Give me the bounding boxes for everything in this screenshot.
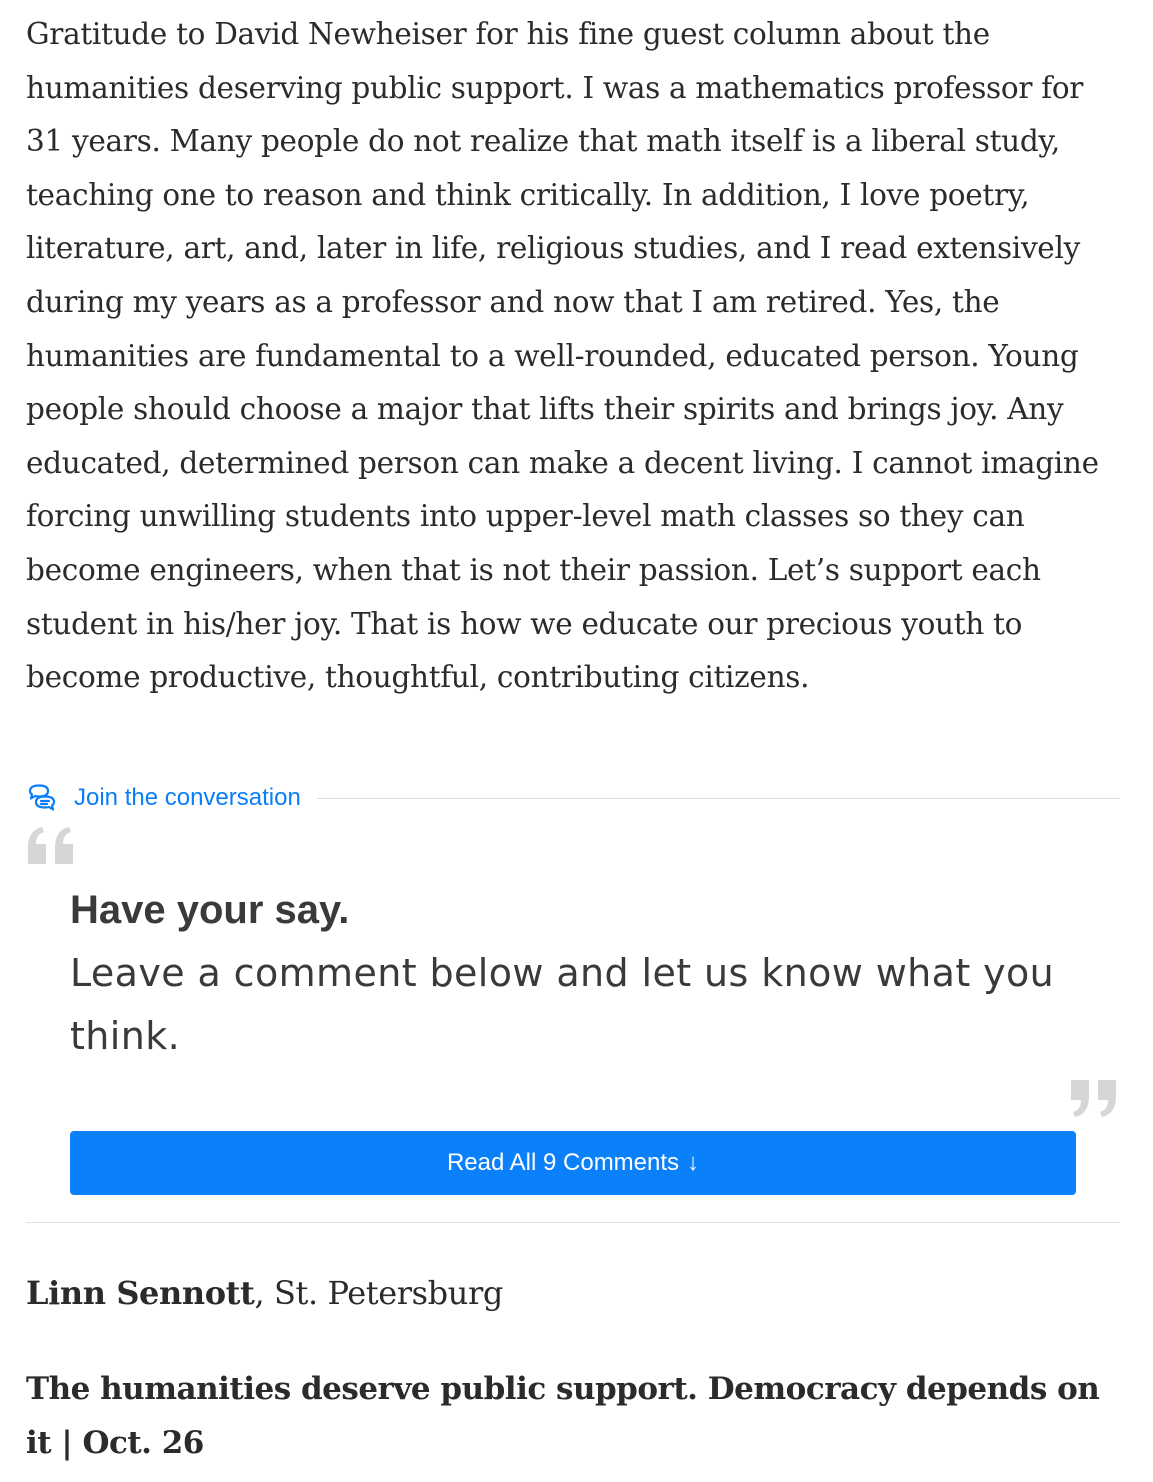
- close-quote-icon: [1068, 1078, 1120, 1118]
- join-conversation-header: [26, 782, 1120, 814]
- read-all-comments-label: Read All 9 Comments: [446, 1149, 680, 1176]
- author-location: , St. Petersburg: [254, 1274, 503, 1312]
- article-paragraph: Gratitude to David Newheiser for his fine guest column about the humanities deserving public support. I was a mathematics professor for 31 years. Many people do not realize that math itself is a liberal study, teaching one to reason and think critically. In addition, I love poetry, literature, art, and, later in life, religious studies, and I read extensively during my years as a professor and now that I am retired. Yes, the humanities are fundamental to a well-rounded, educated person. Young people should choose a major that lifts their spirits and brings joy. Any educated, determined person can make a decent living. I cannot imagine forcing unwilling students into upper-level math classes so they can become engineers, when that is not their passion. Let’s support each student in his/her joy. That is how we educate our precious youth to become productive, thoughtful, contributing citizens.: [26, 17, 1099, 695]
- letter-byline: [26, 1268, 503, 1318]
- join-conversation-link[interactable]: Join the conversation: [74, 784, 301, 811]
- have-your-say-heading: Have your say.: [70, 888, 350, 932]
- open-quote-icon: [26, 826, 78, 866]
- chat-bubbles-icon[interactable]: [26, 782, 58, 814]
- arrow-down-icon: ↓: [687, 1149, 700, 1176]
- section-divider: [26, 1222, 1120, 1223]
- author-name: Linn Sennott: [26, 1274, 255, 1312]
- header-divider: [317, 798, 1120, 799]
- comment-prompt-text: Leave a comment below and let us know what you think.: [70, 951, 1055, 1058]
- letter-headline: The humanities deserve public support. Democracy depends on it | Oct. 26: [26, 1371, 1100, 1461]
- read-all-comments-button[interactable]: [70, 1131, 1076, 1195]
